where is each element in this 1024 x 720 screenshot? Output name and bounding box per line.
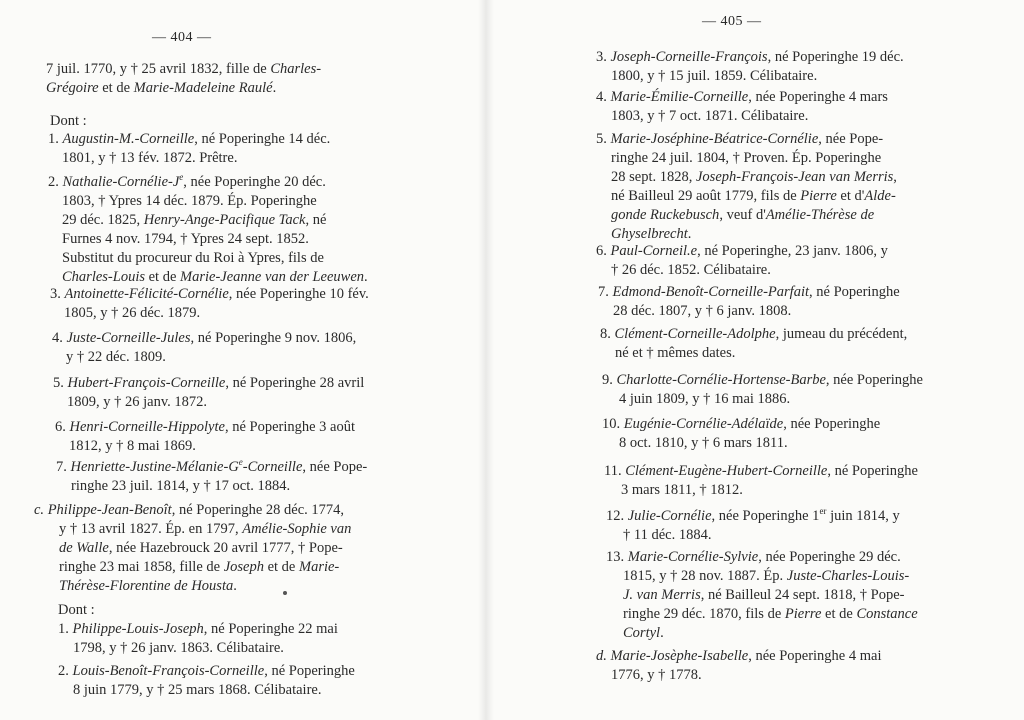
entry-text: 1809, y † 26 janv. 1872.: [67, 394, 208, 410]
entry-text: juin 1814, y: [826, 508, 900, 524]
entry-text: 1776, y † 1778.: [611, 667, 702, 683]
left-page: [0, 0, 486, 720]
entry-name: Juste-Charles-Louis-: [786, 568, 910, 584]
entry-r6: [596, 242, 888, 280]
entry-text: y † 22 déc. 1809.: [66, 349, 166, 365]
entry-text: .: [233, 578, 237, 594]
entry-name: Joseph-Corneille-François: [610, 49, 768, 65]
entry-r12: [606, 507, 900, 545]
entry-text: 8 oct. 1810, y † 6 mars 1811.: [619, 435, 788, 451]
entry-letter: c.: [34, 502, 45, 518]
entry-name: Clément-Corneille-Adolphe: [614, 326, 776, 342]
entry-text: , né: [305, 212, 327, 228]
intro-text: .: [272, 80, 277, 96]
entry-name: Marie-: [299, 559, 340, 575]
intro-text: 7 juil. 1770, y † 25 avril 1832, fille de: [46, 61, 271, 77]
entry-number: 3.: [50, 286, 61, 302]
entry-name: Nathalie-Cornélie-J: [62, 174, 180, 190]
entry-r5: [596, 130, 897, 244]
entry-4: [52, 329, 356, 367]
entry-number: 10.: [602, 416, 621, 432]
entry-number: 13.: [606, 549, 625, 565]
entry-name: de Walle: [59, 540, 109, 556]
intro-name: Marie-Madeleine Raulé: [133, 80, 273, 96]
entry-name: Edmond-Benoît-Corneille-Parfait: [612, 284, 810, 300]
entry-letter: d.: [596, 648, 607, 664]
entry-name: Philippe-Jean-Benoît: [47, 502, 172, 518]
entry-number: 6.: [55, 419, 66, 435]
entry-r8: [600, 325, 907, 363]
entry-text: 1801, y † 13 fév. 1872. Prêtre.: [62, 150, 238, 166]
entry-text: y † 13 avril 1827. Ép. en 1797,: [59, 521, 243, 537]
entry-name: Clément-Eugène-Hubert-Corneille: [625, 463, 828, 479]
entry-name: Constance: [856, 606, 918, 622]
entry-text: , né Poperinghe 28 avril: [225, 375, 365, 391]
right-page: [486, 0, 1024, 720]
entry-sup: e: [179, 172, 184, 183]
intro-text: et de: [98, 80, 134, 96]
entry-number: 3.: [596, 49, 607, 65]
entry-text: , né Poperinghe, 23 janv. 1806, y: [697, 243, 888, 259]
entry-name: Pierre: [784, 606, 822, 622]
entry-text: né Bailleul 29 août 1779, fils de: [611, 188, 801, 204]
entry-r4: [596, 88, 888, 126]
entry-number: 5.: [53, 375, 64, 391]
entry-text: 3 mars 1811, † 1812.: [621, 482, 743, 498]
entry-name: Hubert-François-Corneille: [67, 375, 226, 391]
dont-heading: Dont :: [50, 113, 87, 129]
entry-d: [596, 647, 882, 685]
intro-name: Grégoire: [46, 80, 99, 96]
intro-paragraph: [46, 60, 321, 98]
entry-c: [34, 501, 351, 596]
entry-name: Amélie-Thérèse de: [765, 207, 875, 223]
entry-name: Marie-Émilie-Corneille: [610, 89, 749, 105]
entry-text: , né Poperinghe: [264, 663, 355, 679]
entry-name: Marie-Joséphine-Béatrice-Cornélie: [610, 131, 819, 147]
entry-text: 1800, y † 15 juil. 1859. Célibataire.: [611, 68, 818, 84]
entry-text: 1815, y † 28 nov. 1887. Ép.: [623, 568, 787, 584]
entry-text: 1812, y † 8 mai 1869.: [69, 438, 196, 454]
intro-name: Charles-: [270, 61, 322, 77]
entry-number: 7.: [56, 459, 67, 475]
entry-r10: [602, 415, 880, 453]
entry-name: Charlotte-Cornélie-Hortense-Barbe: [616, 372, 826, 388]
entry-name: Marie-Cornélie-Sylvie: [627, 549, 759, 565]
entry-text: 1805, y † 26 déc. 1879.: [64, 305, 201, 321]
entry-name: Amélie-Sophie van: [242, 521, 352, 537]
entry-text: ringhe 23 juil. 1814, y † 17 oct. 1884.: [71, 478, 291, 494]
entry-text: 28 déc. 1807, y † 6 janv. 1808.: [613, 303, 792, 319]
entry-text: Furnes 4 nov. 1794, † Ypres 24 sept. 1852.: [62, 231, 309, 247]
entry-text: , né Poperinghe 22 mai: [203, 621, 338, 637]
entry-text: , née Poperinghe: [825, 372, 923, 388]
entry-name: Louis-Benoît-François-Corneille: [72, 663, 265, 679]
dont-heading-2: Dont :: [58, 602, 95, 618]
entry-r13: [606, 548, 918, 643]
entry-text: † 26 déc. 1852. Célibataire.: [611, 262, 771, 278]
entry-text: et de: [263, 559, 299, 575]
entry-text: † 11 déc. 1884.: [623, 527, 712, 543]
entry-text: , né Poperinghe 9 nov. 1806,: [190, 330, 357, 346]
entry-sup: er: [819, 506, 827, 517]
entry-name: Alde-: [864, 188, 896, 204]
entry-text: ringhe 23 mai 1858, fille de: [59, 559, 224, 575]
entry-text: , née Poperinghe 10 fév.: [228, 286, 369, 302]
entry-text: 1798, y † 26 janv. 1863. Célibataire.: [73, 640, 284, 656]
entry-text: , né Poperinghe: [827, 463, 918, 479]
entry-number: 2.: [48, 174, 59, 190]
entry-2: [48, 173, 368, 287]
entry-name: Joseph: [223, 559, 264, 575]
entry-number: 11.: [604, 463, 622, 479]
entry-name: Henriette-Justine-Mélanie-G: [70, 459, 239, 475]
entry-text: ,: [893, 169, 897, 185]
entry-c-2: [58, 662, 355, 700]
entry-r11: [604, 462, 918, 500]
entry-text: , née Poperinghe 1: [711, 508, 820, 524]
entry-text: 29 déc. 1825,: [62, 212, 144, 228]
entry-6: [55, 418, 355, 456]
entry-number: 5.: [596, 131, 607, 147]
entry-number: 6.: [596, 243, 607, 259]
entry-text: 1803, y † 7 oct. 1871. Célibataire.: [611, 108, 809, 124]
entry-text: .: [687, 226, 692, 242]
entry-name: Cortyl: [623, 625, 661, 641]
entry-text: , née Poperinghe 20 déc.: [183, 174, 326, 190]
entry-name: Henry-Ange-Pacifique Tack: [143, 212, 306, 228]
entry-1: [48, 130, 330, 168]
entry-name: Paul-Corneil.e: [610, 243, 698, 259]
entry-text: , née Pope-: [818, 131, 884, 147]
entry-name: Marie-Jeanne van der Leeuwen: [180, 269, 365, 285]
entry-text: , né Poperinghe: [809, 284, 900, 300]
entry-text: , né Poperinghe 3 août: [224, 419, 356, 435]
entry-text: 8 juin 1779, y † 25 mars 1868. Célibataire.: [73, 682, 322, 698]
entry-name: gonde Ruckebusch: [611, 207, 720, 223]
entry-r9: [602, 371, 923, 409]
page-number-405: — 405 —: [702, 14, 762, 29]
entry-text: .: [660, 625, 664, 641]
entry-5: [53, 374, 364, 412]
entry-c-1: [58, 620, 338, 658]
entry-text: , né Poperinghe 14 déc.: [194, 131, 331, 147]
entry-text: , né Bailleul 24 sept. 1818, † Pope-: [700, 587, 905, 603]
entry-name: Antoinette-Félicité-Cornélie: [64, 286, 229, 302]
entry-text: , née Pope-: [302, 459, 368, 475]
ink-dot: [283, 591, 287, 595]
page-number-404: — 404 —: [152, 30, 212, 45]
entry-text: 28 sept. 1828,: [611, 169, 696, 185]
entry-text: , né Poperinghe 19 déc.: [767, 49, 904, 65]
entry-number: 4.: [596, 89, 607, 105]
entry-name: -Corneille: [242, 459, 303, 475]
entry-number: 1.: [58, 621, 69, 637]
entry-7: [56, 458, 367, 496]
entry-text: ringhe 24 juil. 1804, † Proven. Ép. Poperinghe: [611, 150, 882, 166]
entry-text: , née Poperinghe 29 déc.: [758, 549, 901, 565]
entry-name: Julie-Cornélie: [627, 508, 712, 524]
entry-r3: [596, 48, 904, 86]
entry-number: 1.: [48, 131, 59, 147]
entry-text: né et † mêmes dates.: [615, 345, 736, 361]
entry-text: , veuf d': [719, 207, 766, 223]
entry-text: ringhe 29 déc. 1870, fils de: [623, 606, 785, 622]
entry-number: 4.: [52, 330, 63, 346]
entry-sup: e: [238, 457, 243, 468]
entry-name: Philippe-Louis-Joseph: [72, 621, 204, 637]
entry-text: , né Poperinghe 28 déc. 1774,: [171, 502, 345, 518]
entry-name: Eugénie-Cornélie-Adélaïde: [623, 416, 784, 432]
entry-name: Juste-Corneille-Jules: [66, 330, 191, 346]
entry-text: , jumeau du précédent,: [775, 326, 908, 342]
entry-name: Henri-Corneille-Hippolyte: [69, 419, 225, 435]
entry-name: Marie-Josèphe-Isabelle: [610, 648, 749, 664]
entry-text: , née Poperinghe 4 mai: [748, 648, 882, 664]
entry-number: 2.: [58, 663, 69, 679]
entry-name: Joseph-François-Jean van Merris: [695, 169, 894, 185]
entry-r7: [598, 283, 900, 321]
entry-text: Substitut du procureur du Roi à Ypres, fils de: [62, 250, 324, 266]
entry-name: Thérèse-Florentine de Housta: [59, 578, 234, 594]
entry-3: [50, 285, 369, 323]
entry-text: et de: [821, 606, 857, 622]
entry-text: 1803, † Ypres 14 déc. 1879. Ép. Poperinghe: [62, 193, 317, 209]
entry-name: Pierre: [800, 188, 837, 204]
entry-text: , née Poperinghe 4 mars: [748, 89, 888, 105]
entry-text: et de: [145, 269, 181, 285]
entry-text: , née Poperinghe: [783, 416, 881, 432]
entry-name: Augustin-M.-Corneille: [62, 131, 195, 147]
entry-number: 8.: [600, 326, 611, 342]
entry-text: 4 juin 1809, y † 16 mai 1886.: [619, 391, 791, 407]
entry-name: Charles-Louis: [62, 269, 145, 285]
entry-text: , née Hazebrouck 20 avril 1777, † Pope-: [108, 540, 343, 556]
entry-number: 7.: [598, 284, 609, 300]
entry-number: 9.: [602, 372, 613, 388]
entry-text: .: [364, 269, 368, 285]
entry-name: Ghyselbrecht: [611, 226, 688, 242]
entry-number: 12.: [606, 508, 625, 524]
entry-name: J. van Merris: [623, 587, 701, 603]
entry-text: et d': [836, 188, 865, 204]
